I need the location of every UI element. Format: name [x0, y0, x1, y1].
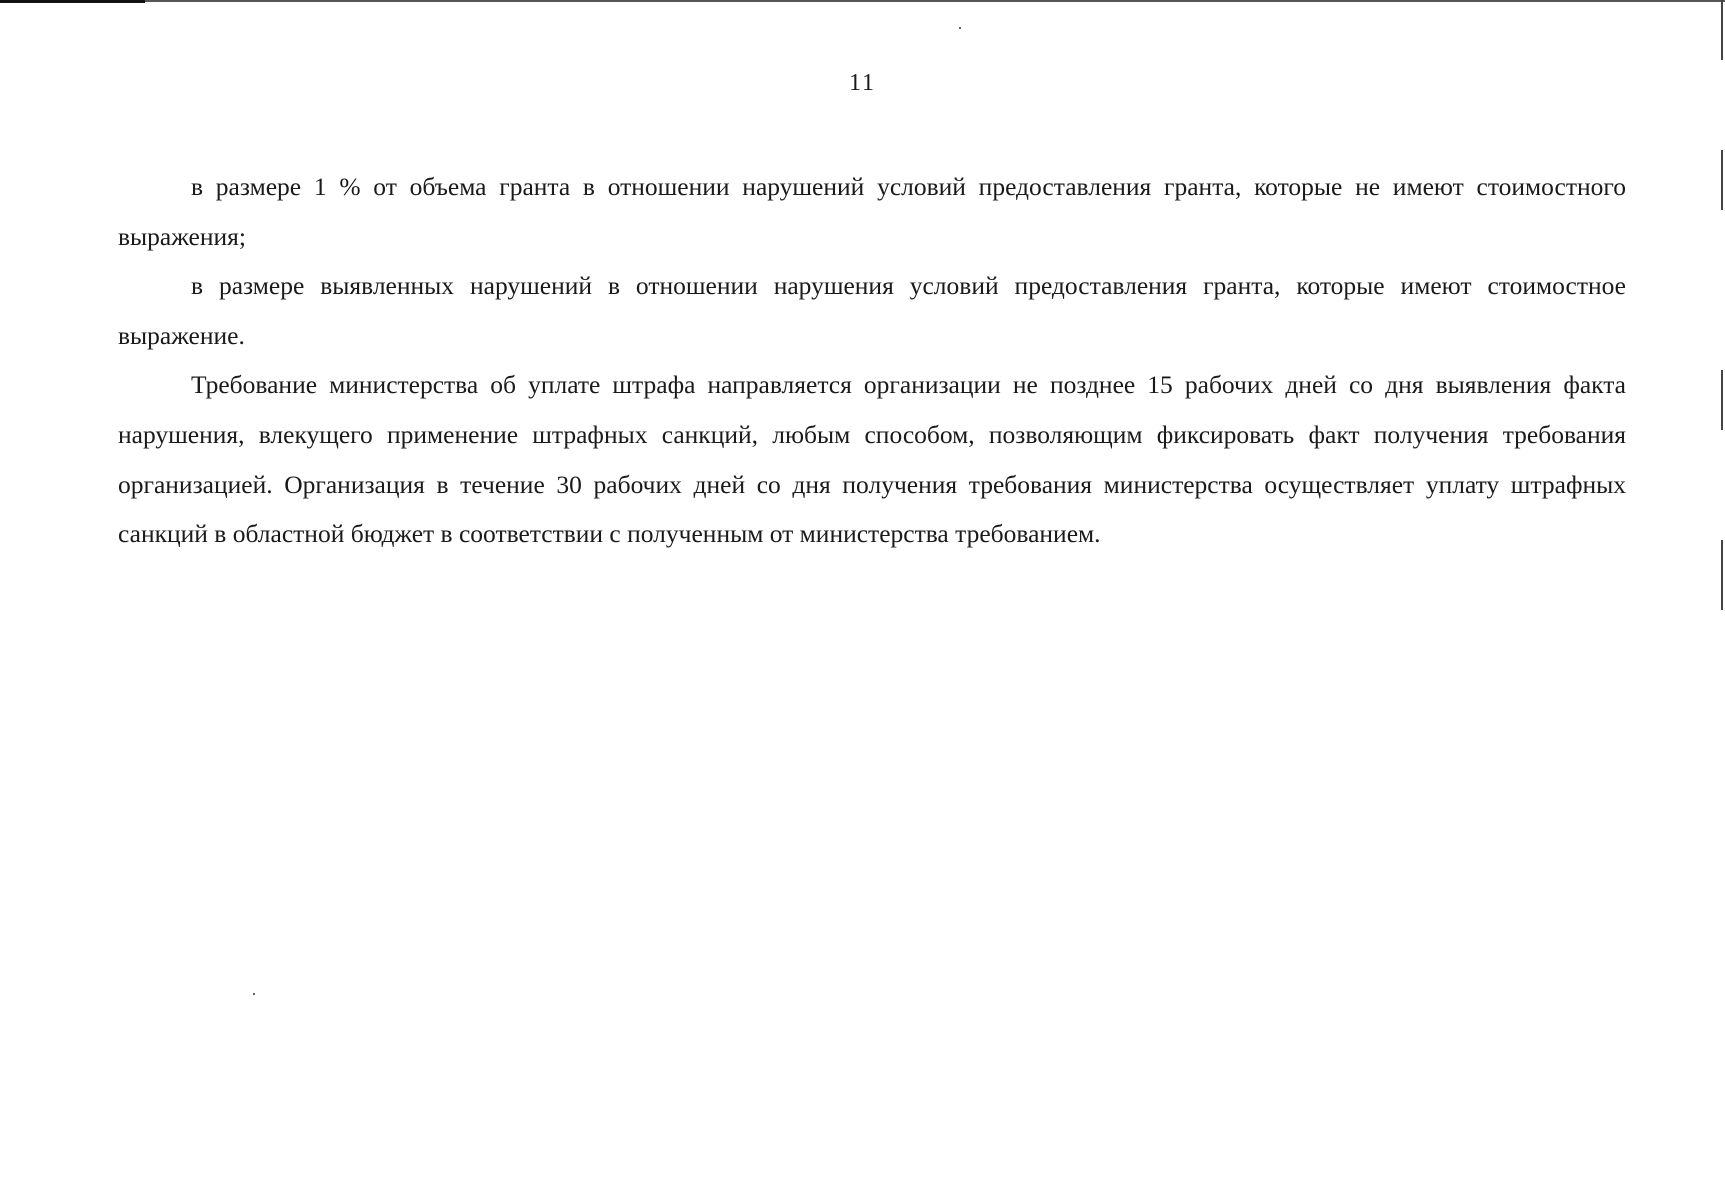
scan-edge-mark [1721, 0, 1723, 60]
scan-edge-mark [0, 0, 145, 3]
paragraph-fine-non-monetary: в размере 1 % от объема гранта в отношении нарушений условий предоставления гранта, которые не имеют стоимостного выражения; [118, 172, 1626, 251]
paragraph-fine-monetary: в размере выявленных нарушений в отношении нарушения условий предоставления гранта, которые имеют стоимостное выражение. [118, 271, 1626, 350]
scan-edge-mark [1721, 370, 1723, 430]
scan-speck [253, 993, 255, 995]
scan-edge-line [0, 0, 1725, 2]
document-body [118, 162, 1626, 559]
scan-speck [959, 27, 961, 29]
scan-edge-mark [1721, 540, 1723, 610]
paragraph-fine-payment-requirement: Требование министерства об уплате штрафа направляется организации не позднее 15 рабочих дней со дня выявления факта нарушения, влекущего применение штрафных санкций, любым способом, позволяющим фиксировать факт получения требования организацией. Организация в течение 30 рабочих дней со дня получения требования министерства осуществляет уплату штрафных санкций в областной бюджет в соответствии с полученным от министерства требованием. [118, 370, 1626, 549]
scan-edge-mark [1721, 150, 1723, 210]
page-number: 11 [848, 70, 877, 96]
